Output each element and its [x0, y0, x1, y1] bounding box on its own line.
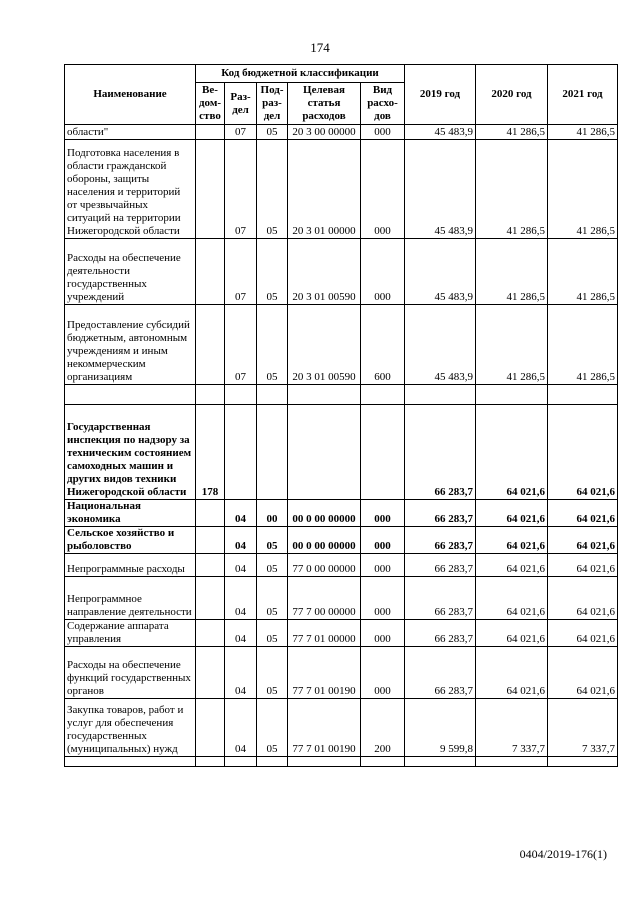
row-name: Расходы на обеспечение функций государственных органов [65, 647, 196, 699]
row-podrazdel: 05 [257, 620, 288, 647]
row-value-2021: 64 021,6 [548, 647, 618, 699]
row-vid-rashodov: 000 [361, 125, 405, 140]
row-celevaya-statya: 77 7 01 00000 [288, 620, 361, 647]
table-row [65, 405, 618, 500]
row-value-2019: 9 599,8 [405, 699, 476, 757]
row-name: Расходы на обеспечение деятельности государственных учреждений [65, 239, 196, 305]
row-podrazdel: 05 [257, 554, 288, 577]
row-vid-rashodov: 000 [361, 647, 405, 699]
row-celevaya-statya: 77 7 01 00190 [288, 647, 361, 699]
table-row [65, 527, 618, 554]
table-row [65, 305, 618, 385]
row-vedomstvo [196, 577, 225, 620]
table-row [65, 647, 618, 699]
row-vid-rashodov: 000 [361, 239, 405, 305]
row-celevaya-statya: 00 0 00 00000 [288, 500, 361, 527]
row-value-2019: 66 283,7 [405, 620, 476, 647]
row-value-2020: 64 021,6 [476, 647, 548, 699]
empty-cell [65, 757, 196, 767]
header-row-top [65, 65, 618, 83]
row-name: Содержание аппарата управления [65, 620, 196, 647]
header-2019: 2019 год [405, 65, 476, 125]
table-row [65, 239, 618, 305]
row-value-2019: 45 483,9 [405, 125, 476, 140]
row-celevaya-statya [288, 405, 361, 500]
row-value-2021: 64 021,6 [548, 527, 618, 554]
row-vid-rashodov: 600 [361, 305, 405, 385]
row-podrazdel: 00 [257, 500, 288, 527]
row-name: Предоставление субсидий бюджетным, автономным учреждениям и иным некоммерческим организациям [65, 305, 196, 385]
row-value-2019: 66 283,7 [405, 527, 476, 554]
empty-cell [196, 757, 225, 767]
row-celevaya-statya: 77 7 00 00000 [288, 577, 361, 620]
row-vid-rashodov [361, 405, 405, 500]
row-vid-rashodov: 200 [361, 699, 405, 757]
row-vedomstvo [196, 125, 225, 140]
row-vedomstvo: 178 [196, 405, 225, 500]
row-value-2019: 66 283,7 [405, 647, 476, 699]
empty-cell [196, 385, 225, 405]
table-row [65, 620, 618, 647]
row-value-2021: 41 286,5 [548, 140, 618, 239]
row-podrazdel: 05 [257, 647, 288, 699]
row-razdel: 04 [225, 699, 257, 757]
row-vedomstvo [196, 647, 225, 699]
row-value-2020: 41 286,5 [476, 239, 548, 305]
row-vedomstvo [196, 239, 225, 305]
empty-cell [405, 757, 476, 767]
empty-cell [548, 385, 618, 405]
row-vedomstvo [196, 620, 225, 647]
row-name: Закупка товаров, работ и услуг для обеспечения государственных (муниципальных) нужд [65, 699, 196, 757]
row-value-2021: 41 286,5 [548, 239, 618, 305]
empty-cell [361, 757, 405, 767]
row-value-2020: 7 337,7 [476, 699, 548, 757]
row-celevaya-statya: 20 3 01 00590 [288, 239, 361, 305]
row-value-2021: 7 337,7 [548, 699, 618, 757]
empty-cell [257, 385, 288, 405]
row-celevaya-statya: 20 3 00 00000 [288, 125, 361, 140]
row-razdel: 07 [225, 239, 257, 305]
row-value-2021: 64 021,6 [548, 620, 618, 647]
row-podrazdel [257, 405, 288, 500]
table-row [65, 140, 618, 239]
row-vid-rashodov: 000 [361, 527, 405, 554]
row-value-2021: 64 021,6 [548, 405, 618, 500]
header-celevaya-statya: Целевая статья расходов [288, 83, 361, 125]
row-vid-rashodov: 000 [361, 577, 405, 620]
row-vedomstvo [196, 554, 225, 577]
document-code: 0404/2019-176(1) [519, 847, 607, 861]
row-value-2019: 66 283,7 [405, 577, 476, 620]
row-name: Сельское хозяйство и рыболовство [65, 527, 196, 554]
row-celevaya-statya: 00 0 00 00000 [288, 527, 361, 554]
row-razdel: 04 [225, 647, 257, 699]
row-value-2019: 66 283,7 [405, 554, 476, 577]
empty-cell [361, 385, 405, 405]
row-podrazdel: 05 [257, 239, 288, 305]
row-podrazdel: 05 [257, 125, 288, 140]
row-vedomstvo [196, 500, 225, 527]
row-vid-rashodov: 000 [361, 620, 405, 647]
row-podrazdel: 05 [257, 577, 288, 620]
row-razdel: 07 [225, 125, 257, 140]
row-vid-rashodov: 000 [361, 140, 405, 239]
row-razdel: 04 [225, 527, 257, 554]
row-name: Подготовка населения в области гражданской обороны, защиты населения и территорий от чрезвычайных ситуаций на территории Нижегородской области [65, 140, 196, 239]
row-value-2021: 64 021,6 [548, 577, 618, 620]
separator-row [65, 385, 618, 405]
row-vedomstvo [196, 140, 225, 239]
row-celevaya-statya: 20 3 01 00000 [288, 140, 361, 239]
empty-cell [257, 757, 288, 767]
header-podrazdel: Под-раз-дел [257, 83, 288, 125]
row-podrazdel: 05 [257, 140, 288, 239]
row-value-2020: 64 021,6 [476, 527, 548, 554]
row-value-2019: 45 483,9 [405, 140, 476, 239]
row-name: области" [65, 125, 196, 140]
end-row [65, 757, 618, 767]
row-razdel: 07 [225, 140, 257, 239]
empty-cell [548, 757, 618, 767]
row-razdel: 04 [225, 620, 257, 647]
table-row [65, 577, 618, 620]
row-name: Непрограммное направление деятельности [65, 577, 196, 620]
empty-cell [476, 757, 548, 767]
header-2021: 2021 год [548, 65, 618, 125]
table-row [65, 125, 618, 140]
row-vid-rashodov: 000 [361, 554, 405, 577]
header-vid-rashodov: Вид расхо-дов [361, 83, 405, 125]
row-value-2019: 45 483,9 [405, 305, 476, 385]
header-razdel: Раз-дел [225, 83, 257, 125]
row-value-2020: 41 286,5 [476, 125, 548, 140]
row-vedomstvo [196, 699, 225, 757]
row-name: Непрограммные расходы [65, 554, 196, 577]
header-budget-code: Код бюджетной классификации [196, 65, 405, 83]
row-value-2021: 64 021,6 [548, 554, 618, 577]
row-value-2019: 66 283,7 [405, 405, 476, 500]
empty-cell [225, 385, 257, 405]
row-name: Государственная инспекция по надзору за техническим состоянием самоходных машин и других видов техники Нижегородской области [65, 405, 196, 500]
row-value-2020: 64 021,6 [476, 620, 548, 647]
table-row [65, 554, 618, 577]
row-razdel: 04 [225, 500, 257, 527]
empty-cell [288, 385, 361, 405]
table-row [65, 699, 618, 757]
table-body [65, 125, 618, 767]
row-name: Национальная экономика [65, 500, 196, 527]
row-value-2019: 45 483,9 [405, 239, 476, 305]
row-value-2020: 64 021,6 [476, 405, 548, 500]
row-podrazdel: 05 [257, 527, 288, 554]
row-podrazdel: 05 [257, 699, 288, 757]
empty-cell [476, 385, 548, 405]
budget-table [64, 64, 618, 767]
empty-cell [288, 757, 361, 767]
table-row [65, 500, 618, 527]
row-vedomstvo [196, 305, 225, 385]
row-value-2020: 64 021,6 [476, 577, 548, 620]
row-value-2020: 64 021,6 [476, 500, 548, 527]
header-2020: 2020 год [476, 65, 548, 125]
row-podrazdel: 05 [257, 305, 288, 385]
row-razdel: 04 [225, 554, 257, 577]
page-number: 174 [310, 40, 330, 55]
header-vedomstvo: Ве-дом-ство [196, 83, 225, 125]
row-value-2020: 41 286,5 [476, 305, 548, 385]
row-value-2019: 66 283,7 [405, 500, 476, 527]
row-vid-rashodov: 000 [361, 500, 405, 527]
row-value-2020: 41 286,5 [476, 140, 548, 239]
empty-cell [65, 385, 196, 405]
empty-cell [225, 757, 257, 767]
row-razdel: 04 [225, 577, 257, 620]
header-name: Наименование [65, 65, 196, 125]
row-razdel: 07 [225, 305, 257, 385]
row-value-2021: 41 286,5 [548, 125, 618, 140]
row-celevaya-statya: 20 3 01 00590 [288, 305, 361, 385]
row-celevaya-statya: 77 0 00 00000 [288, 554, 361, 577]
row-razdel [225, 405, 257, 500]
empty-cell [405, 385, 476, 405]
row-vedomstvo [196, 527, 225, 554]
row-value-2020: 64 021,6 [476, 554, 548, 577]
row-celevaya-statya: 77 7 01 00190 [288, 699, 361, 757]
row-value-2021: 41 286,5 [548, 305, 618, 385]
row-value-2021: 64 021,6 [548, 500, 618, 527]
